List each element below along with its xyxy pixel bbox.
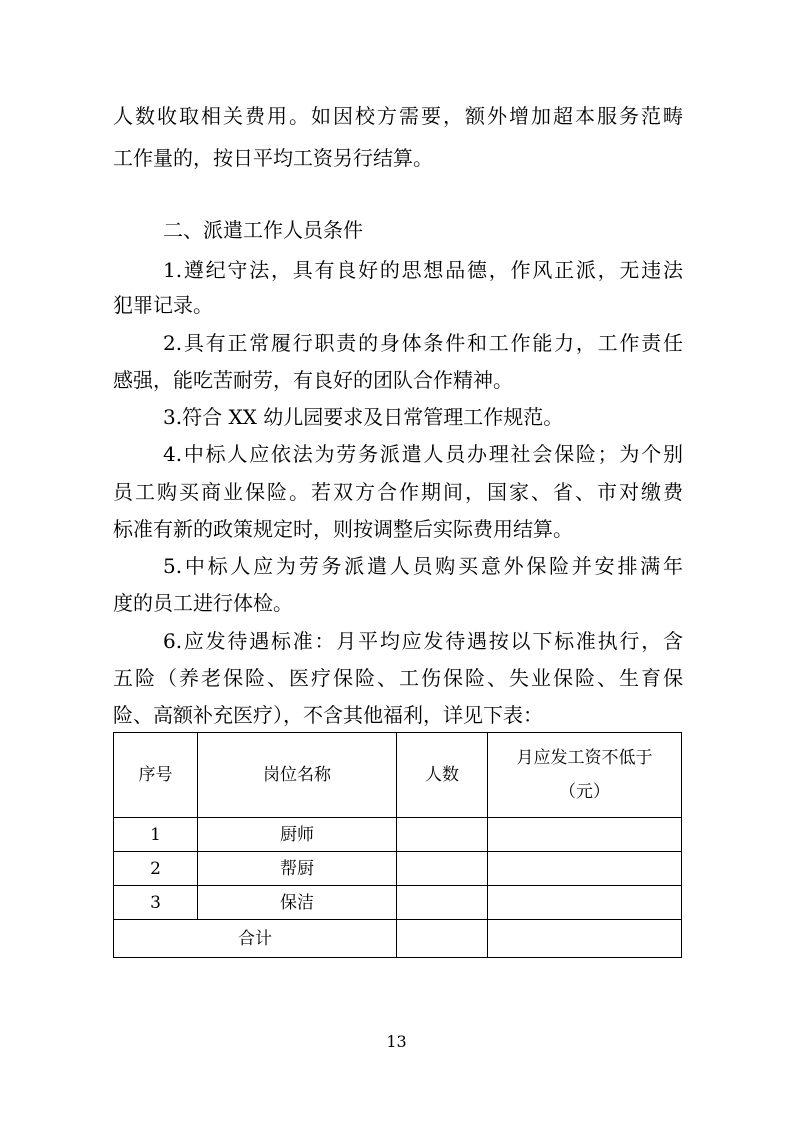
body-line: 险、高额补充医疗），不含其他福利，详见下表： [113, 703, 543, 727]
body-line: 感强，能吃苦耐劳，有良好的团队合作精神。 [113, 368, 513, 392]
body-line: 2.具有正常履行职责的身体条件和工作能力，工作责任 [163, 331, 683, 355]
body-line: 工作量的，按日平均工资另行结算。 [113, 146, 433, 170]
body-line: 6.应发待遇标准：月平均应发待遇按以下标准执行，含 [163, 629, 683, 653]
cell-wage [488, 818, 682, 852]
cell-seq: 3 [114, 886, 198, 920]
section-heading: 二、派遣工作人员条件 [163, 218, 363, 242]
body-line: 度的员工进行体检。 [113, 591, 293, 615]
header-wage [488, 733, 682, 818]
cell-wage [488, 886, 682, 920]
body-line: 3.符合 XX 幼儿园要求及日常管理工作规范。 [163, 405, 564, 429]
table-header-row [114, 733, 682, 818]
cell-count [397, 886, 488, 920]
cell-position: 帮厨 [198, 852, 397, 886]
page-number: 13 [386, 1032, 407, 1051]
body-line: 1.遵纪守法，具有良好的思想品德，作风正派，无违法 [163, 258, 683, 282]
body-line: 五险（养老保险、医疗保险、工伤保险、失业保险、生育保 [113, 666, 683, 690]
cell-seq: 2 [114, 852, 198, 886]
header-position: 岗位名称 [198, 733, 397, 818]
header-wage-line1: 月应发工资不低于 [516, 748, 653, 768]
body-line: 4.中标人应依法为劳务派遣人员办理社会保险；为个别 [163, 442, 683, 466]
total-count [397, 920, 488, 958]
wage-table [113, 732, 682, 958]
cell-position: 厨师 [198, 818, 397, 852]
body-line: 标准有新的政策规定时，则按调整后实际费用结算。 [113, 517, 573, 541]
table-row [114, 886, 682, 920]
cell-wage [488, 852, 682, 886]
cell-count [397, 818, 488, 852]
body-line: 5.中标人应为劳务派遣人员购买意外保险并安排满年 [163, 554, 683, 578]
table-row [114, 852, 682, 886]
header-wage-line2: （元） [559, 782, 610, 802]
header-count: 人数 [397, 733, 488, 818]
cell-count [397, 852, 488, 886]
total-label: 合计 [114, 920, 397, 958]
body-line: 犯罪记录。 [113, 293, 213, 317]
total-wage [488, 920, 682, 958]
cell-position: 保洁 [198, 886, 397, 920]
body-line: 员工购买商业保险。若双方合作期间，国家、省、市对缴费 [113, 480, 683, 504]
body-line: 人数收取相关费用。如因校方需要，额外增加超本服务范畴 [113, 104, 683, 128]
header-seq: 序号 [114, 733, 198, 818]
table-row [114, 818, 682, 852]
table-total-row [114, 920, 682, 958]
cell-seq: 1 [114, 818, 198, 852]
